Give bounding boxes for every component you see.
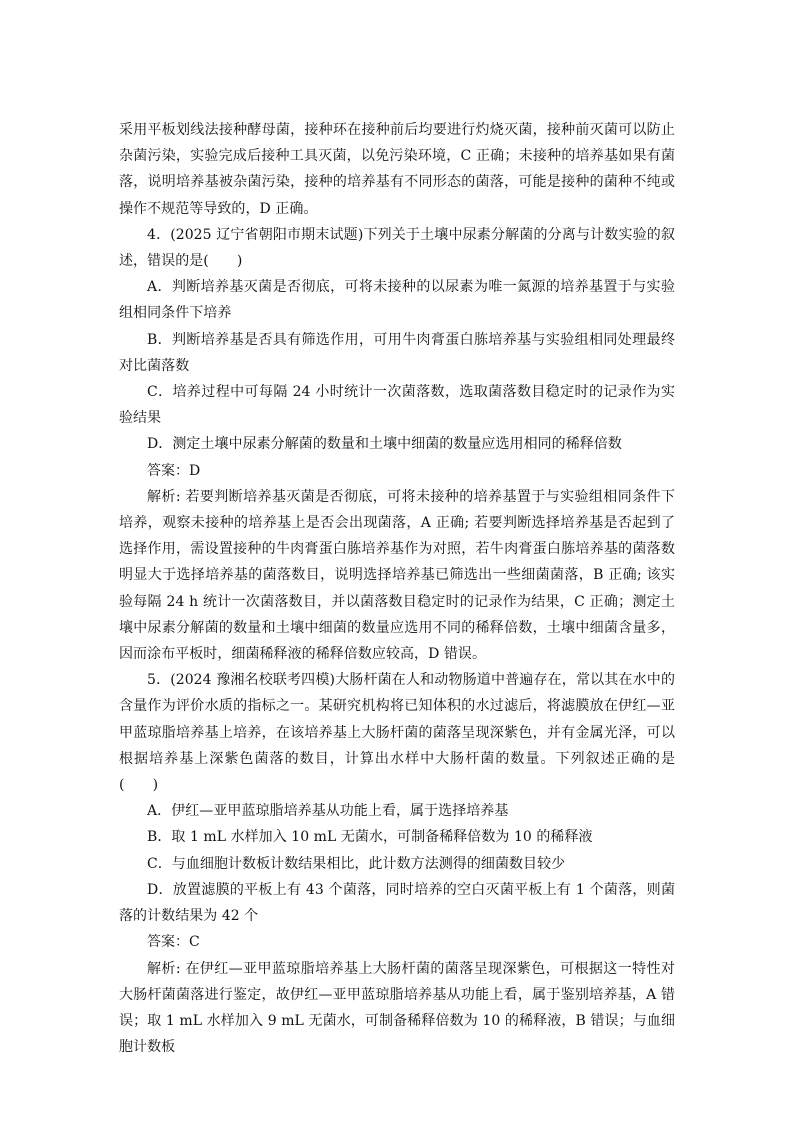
question-4-option-b: B．判断培养基是否具有筛选作用，可用牛肉膏蛋白胨培养基与实验组相同处理最终对比菌落数 xyxy=(119,331,675,374)
question-4-option-c: C．培养过程中可每隔 24 小时统计一次菌落数，选取菌落数目稳定时的记录作为实验结果 xyxy=(119,384,675,427)
question-5-answer: 答案：C xyxy=(147,934,200,951)
question-5-option-d: D．放置滤膜的平板上有 43 个菌落，同时培养的空白灭菌平板上有 1 个菌落，则菌落的计数结果为 42 个 xyxy=(119,881,675,925)
question-5-option-b: B．取 1 mL 水样加入 10 mL 无菌水，可制备稀释倍数为 10 的稀释液 xyxy=(147,829,593,846)
question-4-stem: 4．(2025 辽宁省朝阳市期末试题)下列关于土壤中尿素分解菌的分离与计数实验的叙述，错误的是( ) xyxy=(119,226,675,270)
question-5-option-c: C．与血细胞计数板计数结果相比，此计数方法测得的细菌数目较少 xyxy=(147,855,566,872)
question-5-explanation: 解析: 在伊红—亚甲蓝琼脂培养基上大肠杆菌的菌落呈现深紫色，可根据这一特性对大肠杆菌菌落进行鉴定，故伊红—亚甲蓝琼脂培养基从功能上看，属于鉴别培养基，A 错误；取 1 mL 水样加入 9 mL 无菌水，可制备稀释倍数为 10 的稀释液，B 错误；与血细胞计数板 xyxy=(119,960,675,1056)
question-4-option-a: A．判断培养基灭菌是否彻底，可将未接种的以尿素为唯一氮源的培养基置于与实验组相同条件下培养 xyxy=(119,279,675,322)
document-body xyxy=(119,117,675,1060)
question-4-explanation: 解析: 若要判断培养基灭菌是否彻底，可将未接种的培养基置于与实验组相同条件下培养，观察未接种的培养基上是否会出现菌落，A 正确; 若要判断选择培养基是否起到了选择作用，需设置接种的牛肉膏蛋白胨培养基作为对照，若牛肉膏蛋白胨培养基的菌落数明显大于选择培养基的菌落数目，说明选择培养基已筛选出一些细菌菌落，B 正确; 该实验每隔 24 h 统计一次菌落数目，并以菌落数目稳定时的记录作为结果，C 正确；测定土壤中尿素分解菌的数量和土壤中细菌的数量应选用不同的稀释倍数，土壤中细菌含量多，因而涂布平板时，细菌稀释液的稀释倍数应较高，D 错误。 xyxy=(119,488,675,663)
paragraph-q3-explanation-continued: 采用平板划线法接种酵母菌，接种环在接种前后均要进行灼烧灭菌，接种前灭菌可以防止杂菌污染，实验完成后接种工具灭菌，以免污染环境，C 正确；未接种的培养基如果有菌落，说明培养基被杂菌污染，接种的培养基有不同形态的菌落，可能是接种的菌种不纯或操作不规范等导致的，D 正确。 xyxy=(119,122,675,217)
question-4-option-d: D．测定土壤中尿素分解菌的数量和土壤中细菌的数量应选用相同的稀释倍数 xyxy=(147,436,622,453)
question-5-stem: 5．(2024 豫湘名校联考四模)大肠杆菌在人和动物肠道中普遍存在，常以其在水中的含量作为评价水质的指标之一。某研究机构将已知体积的水过滤后，将滤膜放在伊红—亚甲蓝琼脂培养基上培养，在该培养基上大肠杆菌的菌落呈现深紫色，并有金属光泽，可以根据培养基上深紫色菌落的数目，计算出水样中大肠杆菌的数量。下列叙述正确的是( ) xyxy=(119,672,675,794)
question-4-answer: 答案：D xyxy=(147,462,201,479)
question-5-option-a: A．伊红—亚甲蓝琼脂培养基从功能上看，属于选择培养基 xyxy=(147,803,509,820)
